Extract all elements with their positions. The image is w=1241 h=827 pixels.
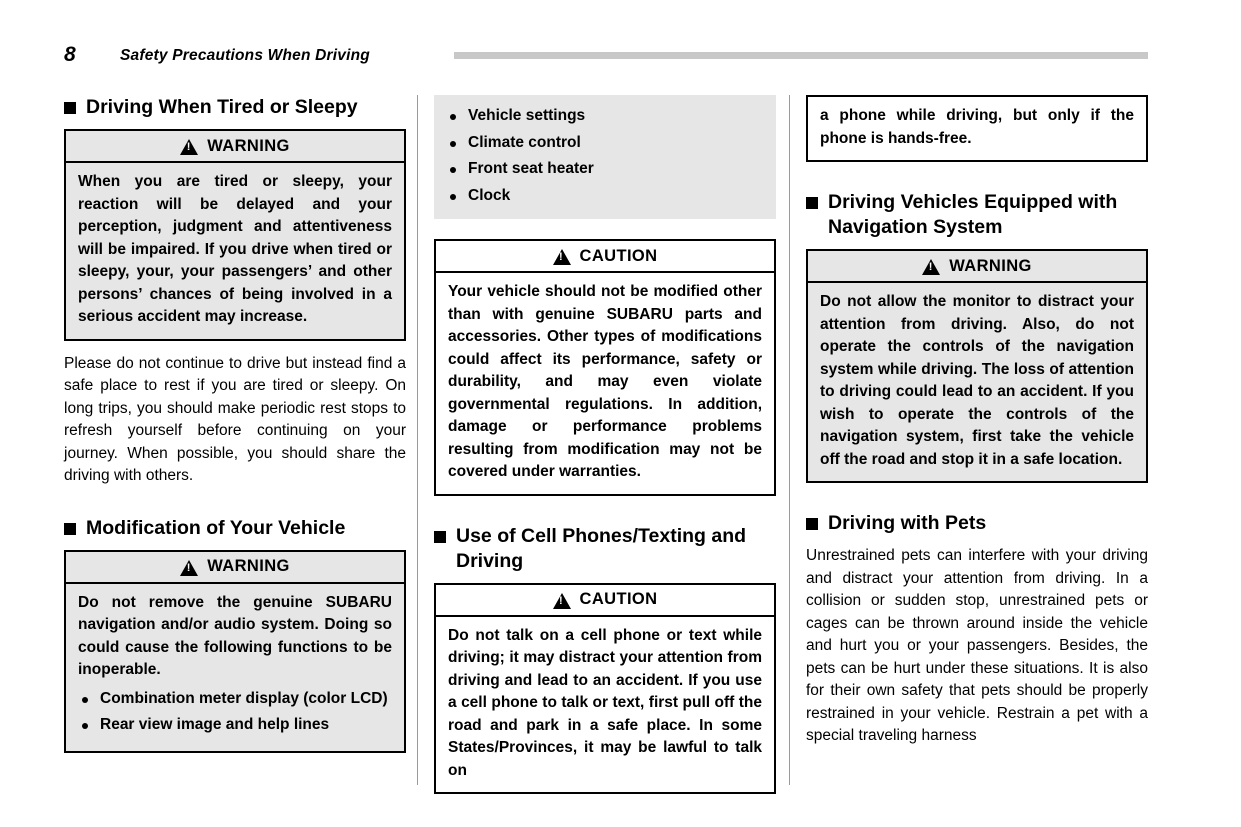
caution-text: Your vehicle should not be modified other than with genuine SUBARU parts and accessories. Other types of modifications could affect its performance, safety or durability, and may even violate governmental regulations. In addition, damage or performance problems resulting from modification may not be covered under warranties. [448, 283, 762, 480]
square-bullet-icon [806, 518, 818, 530]
caution-title-bar [434, 583, 776, 617]
column-divider-2 [789, 95, 790, 785]
warning-title-bar [64, 550, 406, 584]
square-bullet-icon [806, 197, 818, 209]
column-divider-1 [417, 95, 418, 785]
warning-body [806, 283, 1148, 483]
section-heading-label: Modification of Your Vehicle [86, 516, 346, 539]
page-number: 8 [64, 43, 76, 66]
caution-text: Do not talk on a cell phone or text while driving; it may distract your attention from driving and lead to an accident. If you use a cell phone to talk or text, first pull off the road and park in a safe place. In some States/Provinces, it may be lawful to talk on [448, 626, 762, 779]
warning-box-tired [64, 129, 406, 341]
page-header [64, 42, 1148, 72]
warning-text: When you are tired or sleepy, your reaction will be delayed and your perception, judgment and attentiveness will be impaired. If you drive when tired or sleepy, your, your passengers’ and other persons’ chances of being involved in a serious accident may increase. [78, 173, 392, 325]
caution-label: CAUTION [579, 590, 658, 608]
warning-triangle-icon [180, 560, 198, 576]
warning-body [64, 584, 406, 753]
warning-triangle-icon [553, 249, 571, 265]
list-item: Combination meter display (color LCD) [78, 688, 392, 711]
paragraph-rest-advice: Please do not continue to drive but instead find a safe place to rest if you are tired or sleepy. On long trips, you should make periodic rest stops to refresh yourself before continuing on your journey. When possible, you should share the driving with others. [64, 354, 406, 484]
warning-label: WARNING [207, 557, 290, 575]
warning-label: WARNING [949, 256, 1032, 275]
caution-body [434, 617, 776, 795]
list-item: Vehicle settings [446, 105, 764, 128]
spacer [806, 483, 1148, 511]
warning-body [64, 163, 406, 341]
section-heading-pets [806, 511, 1148, 536]
section-heading-navigation [806, 190, 1148, 240]
list-item: Front seat heater [446, 158, 764, 181]
continued-bullet-box [434, 95, 776, 219]
list-item: Climate control [446, 132, 764, 155]
warning-box-modification [64, 550, 406, 753]
caution-box-modification [434, 239, 776, 496]
caution-label: CAUTION [579, 246, 658, 265]
warning-box-navigation [806, 249, 1148, 483]
warning-triangle-icon [553, 593, 571, 609]
column-1 [64, 95, 406, 753]
square-bullet-icon [64, 102, 76, 114]
column-2 [434, 95, 776, 794]
section-heading-label: Driving When Tired or Sleepy [86, 96, 358, 118]
square-bullet-icon [64, 523, 76, 535]
square-bullet-icon [434, 531, 446, 543]
paragraph-pets: Unrestrained pets can interfere with your driving and distract your attention from driving. In a collision or sudden stop, unrestrained pets or cages can be thrown around inside the vehicle and hurt you or your passengers. Besides, the pets can be hurt under these situations. It is also for their own safety that pets should be properly restrained in your vehicle. Restrain a pet with a special traveling harness [806, 547, 1148, 744]
section-heading-label: Use of Cell Phones/Texting and Driving [456, 524, 747, 572]
spacer [806, 162, 1148, 190]
section-heading-driving-tired [64, 95, 406, 120]
spacer [434, 496, 776, 524]
spacer [434, 219, 776, 239]
spacer [64, 488, 406, 516]
feature-bullet-list [446, 105, 764, 207]
caution-title-bar [434, 239, 776, 273]
header-rule [454, 52, 1148, 59]
page-title: Safety Precautions When Driving [120, 47, 370, 64]
warning-triangle-icon [922, 259, 940, 275]
section-heading-label: Driving Vehicles Equipped with Navigation System [828, 191, 1118, 238]
list-item: Rear view image and help lines [78, 714, 392, 737]
list-item: Clock [446, 185, 764, 208]
section-heading-cell-phones [434, 524, 776, 574]
continued-caution-body [806, 95, 1148, 162]
section-heading-modification [64, 516, 406, 541]
caution-text-continued: a phone while driving, but only if the phone is hands-free. [820, 107, 1134, 147]
warning-text: Do not allow the monitor to distract your attention from driving. Also, do not operate the controls of the navigation system while driving. The loss of attention to driving could lead to an accident. If you wish to operate the controls of the navigation system, first take the vehicle off the road and stop it in a safe location. [820, 293, 1134, 468]
warning-label: WARNING [207, 136, 290, 155]
caution-box-cell-phone [434, 583, 776, 795]
warning-title-bar [64, 129, 406, 163]
warning-triangle-icon [180, 139, 198, 155]
warning-bullet-list [78, 688, 392, 737]
section-heading-label: Driving with Pets [828, 512, 987, 534]
caution-body [434, 273, 776, 496]
warning-text: Do not remove the genuine SUBARU navigation and/or audio system. Doing so could cause the following functions to be inoperable. [78, 593, 392, 678]
column-3 [806, 95, 1148, 748]
warning-title-bar [806, 249, 1148, 283]
